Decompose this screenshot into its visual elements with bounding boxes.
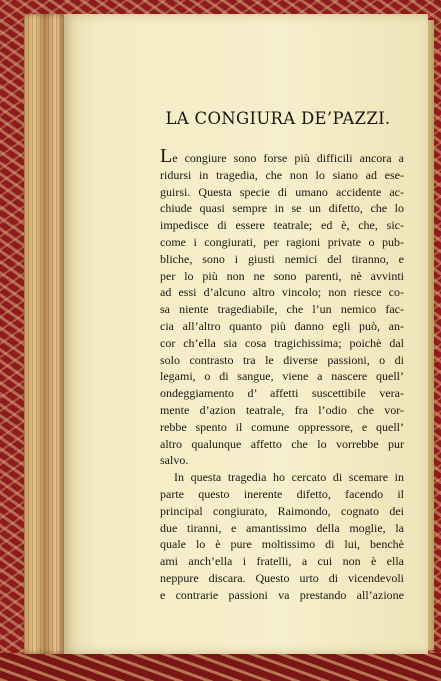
text-line: parte questo inerente difetto, facendo il [160,486,404,501]
text-line: ami anch’ella i fratelli, a cui non è ella [160,554,404,569]
text-line: per lo più non ne sono parenti, nè avvinti [160,268,404,283]
text-line: bliche, sono i giusti nemici del tiranno, e [160,251,404,266]
page-edge-lines [24,14,66,654]
text-line: chiude quasi sempre in se un difetto, che lo [160,201,404,216]
text-line: legami, o di sangue, viene a nascere quell’ [160,369,404,384]
first-line-text: e congiure sono forse più difficili ancora a [172,151,404,165]
page-title: LA CONGIURA DE’PAZZI. [165,109,391,128]
text-line: e contrarie passioni va prestando all’azione [160,587,404,602]
text-line: salvo. [160,453,189,468]
text-line: solo contrasto tra le diverse passioni, o di [160,352,404,367]
text-line: rebbe spento il comune oppressore, e quell’ [160,419,404,434]
body-text [160,145,404,604]
text-line: ridursi in tragedia, che non lo siano ad ese- [160,167,404,182]
text-line: due tiranni, e amantissimo della moglie, la [160,520,404,535]
text-line: ondeggiamento d’ affetti suscettibile vera- [160,386,404,401]
cover-bottom-edge [0,653,441,681]
text-line: altro qualunque affetto che lo vorrebbe pur [160,436,404,451]
text-line: sa niente tragediabile, che l’un nemico fac- [160,302,404,317]
text-line: principal congiurato, Raimondo, cognato dei [160,503,404,518]
text-line: ad essi d’alcuno altro vincolo; non riesce co- [160,285,404,300]
dropcap-letter: L [160,145,173,167]
text-line: neppure discara. Questo urto di vicendevoli [160,570,404,585]
text-line: quale lo è pure moltissimo di lui, benchè [160,537,404,552]
text-line: mente d’azion teatrale, fra l’odio che vor- [160,402,404,417]
text-line: In questa tragedia ho cercato di scemare in [174,470,404,485]
text-line [160,145,404,167]
text-line: impedisce di essere teatrale; ed è, che, sic- [160,218,404,233]
text-line: cor ch’ella sia cosa tragichissima; poichè dal [160,335,404,350]
text-line: guirsi. Questa specie di umano accidente ac- [160,184,404,199]
text-line: cia all’altro quanto più danno egli può, an- [160,318,404,333]
text-line: come i congiurati, per ragioni private o pub- [160,234,404,249]
